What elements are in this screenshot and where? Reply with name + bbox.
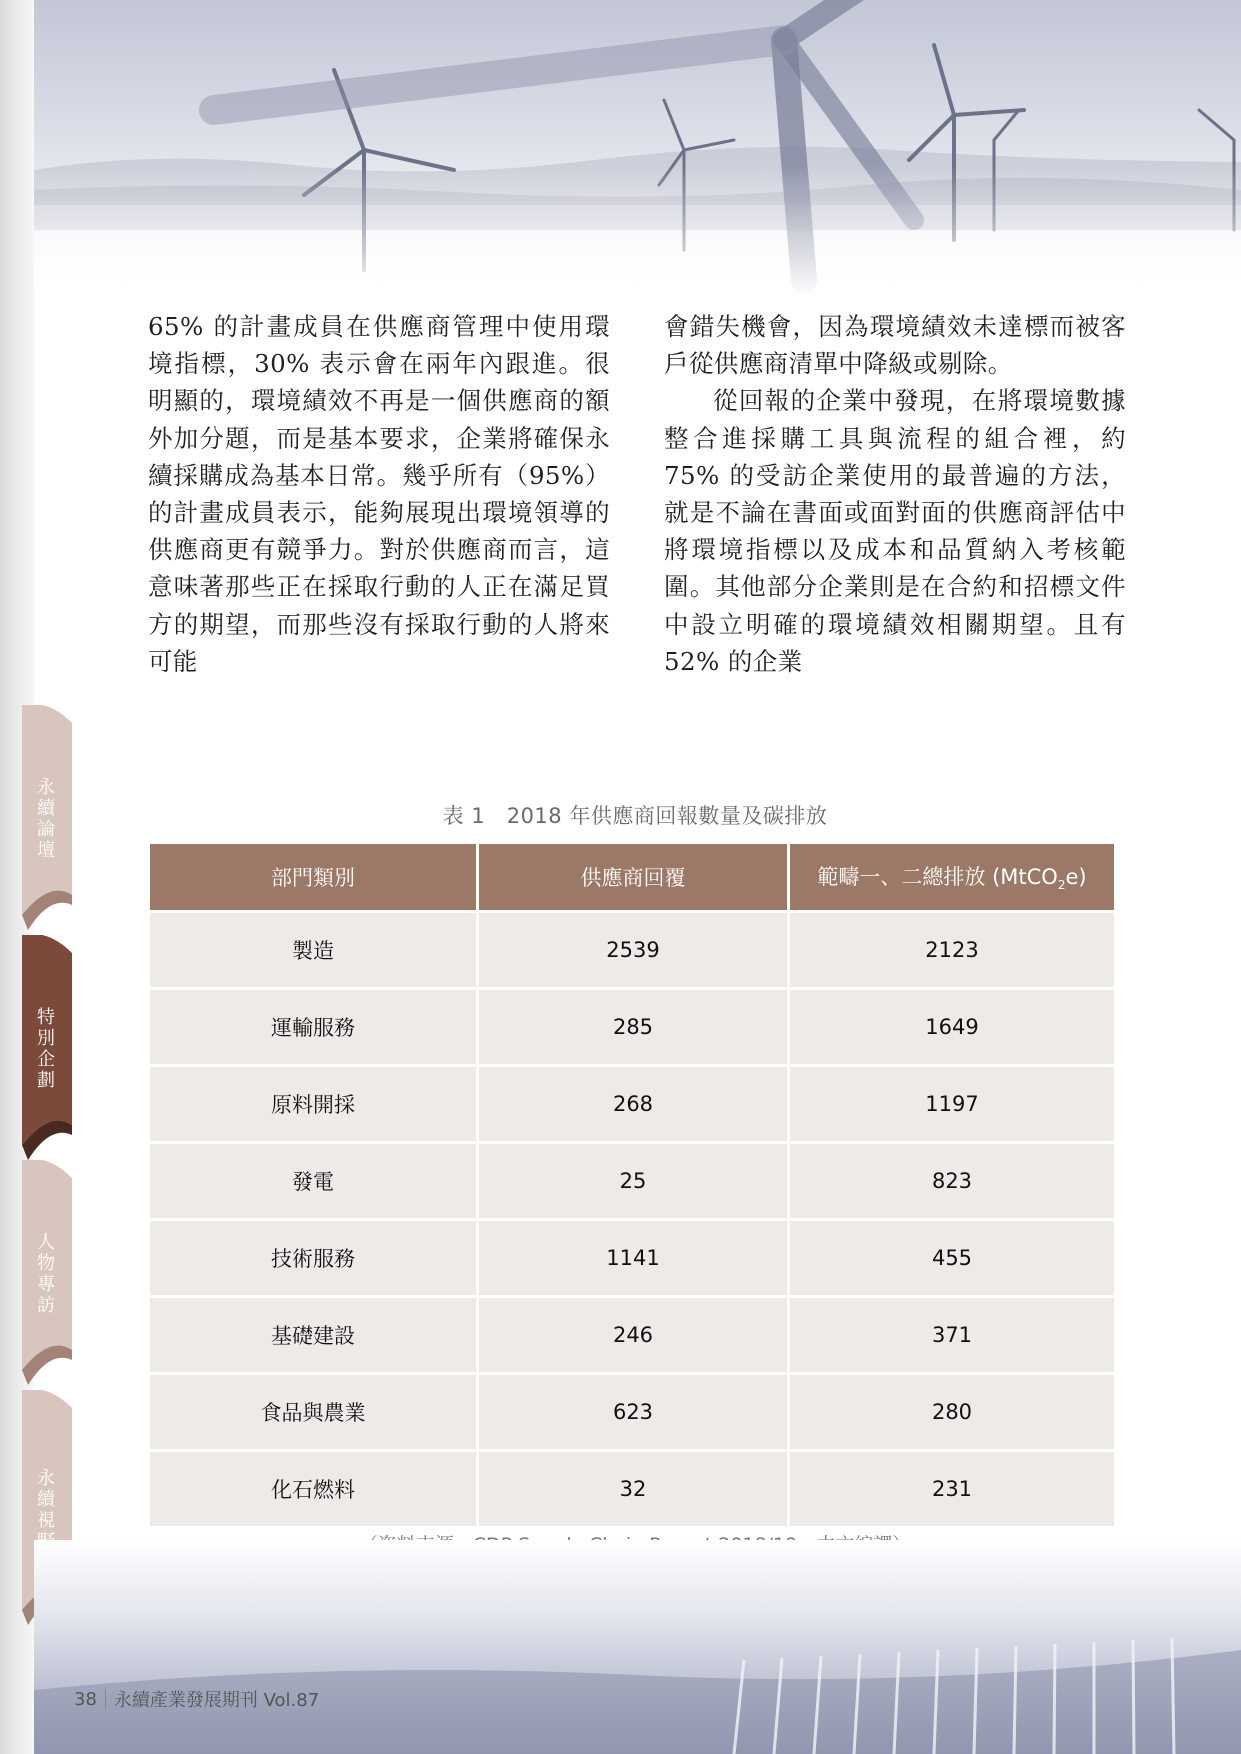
page-number: 38 xyxy=(74,1688,97,1710)
tab-label-char: 別 xyxy=(37,1028,55,1049)
tab-label-char: 論 xyxy=(37,819,55,840)
footer-divider xyxy=(105,1689,106,1709)
header-responses: 供應商回覆 xyxy=(479,844,787,910)
side-tab-special-feature[interactable] xyxy=(20,935,78,1160)
tab-label-char: 劃 xyxy=(37,1070,55,1091)
tab-label-char: 企 xyxy=(37,1049,55,1070)
cell-sector: 原料開採 xyxy=(150,1067,476,1141)
table-row xyxy=(150,1067,1114,1141)
cell-emissions: 455 xyxy=(790,1221,1114,1295)
table-caption: 表 1 2018 年供應商回報數量及碳排放 xyxy=(442,804,828,828)
cell-responses: 285 xyxy=(479,990,787,1064)
tab-label-char: 人 xyxy=(37,1232,55,1253)
table-row xyxy=(150,990,1114,1064)
footer-landscape-photo xyxy=(34,1540,1241,1754)
tab-label-char: 續 xyxy=(37,1489,55,1510)
side-tab-label xyxy=(20,1007,72,1091)
table-row xyxy=(150,1375,1114,1449)
tab-label-char: 視 xyxy=(37,1510,55,1531)
table-header-row xyxy=(150,844,1114,910)
cell-sector: 食品與農業 xyxy=(150,1375,476,1449)
cell-responses: 623 xyxy=(479,1375,787,1449)
cell-responses: 246 xyxy=(479,1298,787,1372)
table-row xyxy=(150,1298,1114,1372)
tab-label-char: 永 xyxy=(37,1468,55,1489)
cell-emissions: 231 xyxy=(790,1452,1114,1526)
side-tab-label xyxy=(20,777,72,861)
tab-label-char: 訪 xyxy=(37,1295,55,1316)
table-row xyxy=(150,913,1114,987)
side-tab-label xyxy=(20,1232,72,1316)
side-tab-forum[interactable] xyxy=(20,705,78,930)
supplier-emissions-table xyxy=(147,841,1117,1529)
tab-label-char: 特 xyxy=(37,1007,55,1028)
body-text-left-column xyxy=(148,308,610,680)
table-row xyxy=(150,1452,1114,1526)
body-paragraph: 65% 的計畫成員在供應商管理中使用環境指標，30% 表示會在兩年內跟進。很明顯的，環境績效不再是一個供應商的額外加分題，而是基本要求，企業將確保永續採購成為基本日常。幾乎所有（95%）的計畫成員表示，能夠展現出環境領導的供應商更有競爭力。對於供應商而言，這意味著那些正在採取行動的人正在滿足買方的期望，而那些沒有採取行動的人將來可能 xyxy=(148,312,610,676)
cell-responses: 268 xyxy=(479,1067,787,1141)
cell-sector: 化石燃料 xyxy=(150,1452,476,1526)
cell-sector: 基礎建設 xyxy=(150,1298,476,1372)
cell-sector: 技術服務 xyxy=(150,1221,476,1295)
cell-emissions: 1197 xyxy=(790,1067,1114,1141)
cell-sector: 發電 xyxy=(150,1144,476,1218)
header-wind-turbine-photo xyxy=(34,0,1241,300)
cell-emissions: 2123 xyxy=(790,913,1114,987)
cell-responses: 25 xyxy=(479,1144,787,1218)
tab-label-char: 專 xyxy=(37,1274,55,1295)
table-row xyxy=(150,1144,1114,1218)
cell-responses: 32 xyxy=(479,1452,787,1526)
cell-emissions: 1649 xyxy=(790,990,1114,1064)
page-footer xyxy=(74,1686,319,1712)
cell-emissions: 280 xyxy=(790,1375,1114,1449)
cell-sector: 運輸服務 xyxy=(150,990,476,1064)
tab-label-char: 物 xyxy=(37,1253,55,1274)
cell-emissions: 371 xyxy=(790,1298,1114,1372)
body-text-right-column xyxy=(664,308,1126,680)
tab-label-char: 續 xyxy=(37,798,55,819)
side-tab-interview[interactable] xyxy=(20,1160,78,1385)
publication-title: 永續產業發展期刊 Vol.87 xyxy=(113,1690,320,1711)
cell-emissions: 823 xyxy=(790,1144,1114,1218)
cell-responses: 2539 xyxy=(479,913,787,987)
body-paragraph: 會錯失機會，因為環境績效未達標而被客戶從供應商清單中降級或剔除。 xyxy=(664,312,1126,379)
header-emissions: 範疇一、二總排放 (MtCO$_2$e) xyxy=(790,844,1114,910)
table-row xyxy=(150,1221,1114,1295)
tab-label-char: 壇 xyxy=(37,840,55,861)
cell-responses: 1141 xyxy=(479,1221,787,1295)
header-sector: 部門類別 xyxy=(150,844,476,910)
cell-sector: 製造 xyxy=(150,913,476,987)
tab-label-char: 永 xyxy=(37,777,55,798)
body-paragraph: 從回報的企業中發現，在將環境數據整合進採購工具與流程的組合裡，約 75% 的受訪企業使用的最普遍的方法，就是不論在書面或面對面的供應商評估中將環境指標以及成本和品質納入考核範圍。其他部分企業則是在合約和招標文件中設立明確的環境績效相關期望。且有 52% 的企業 xyxy=(664,386,1126,676)
